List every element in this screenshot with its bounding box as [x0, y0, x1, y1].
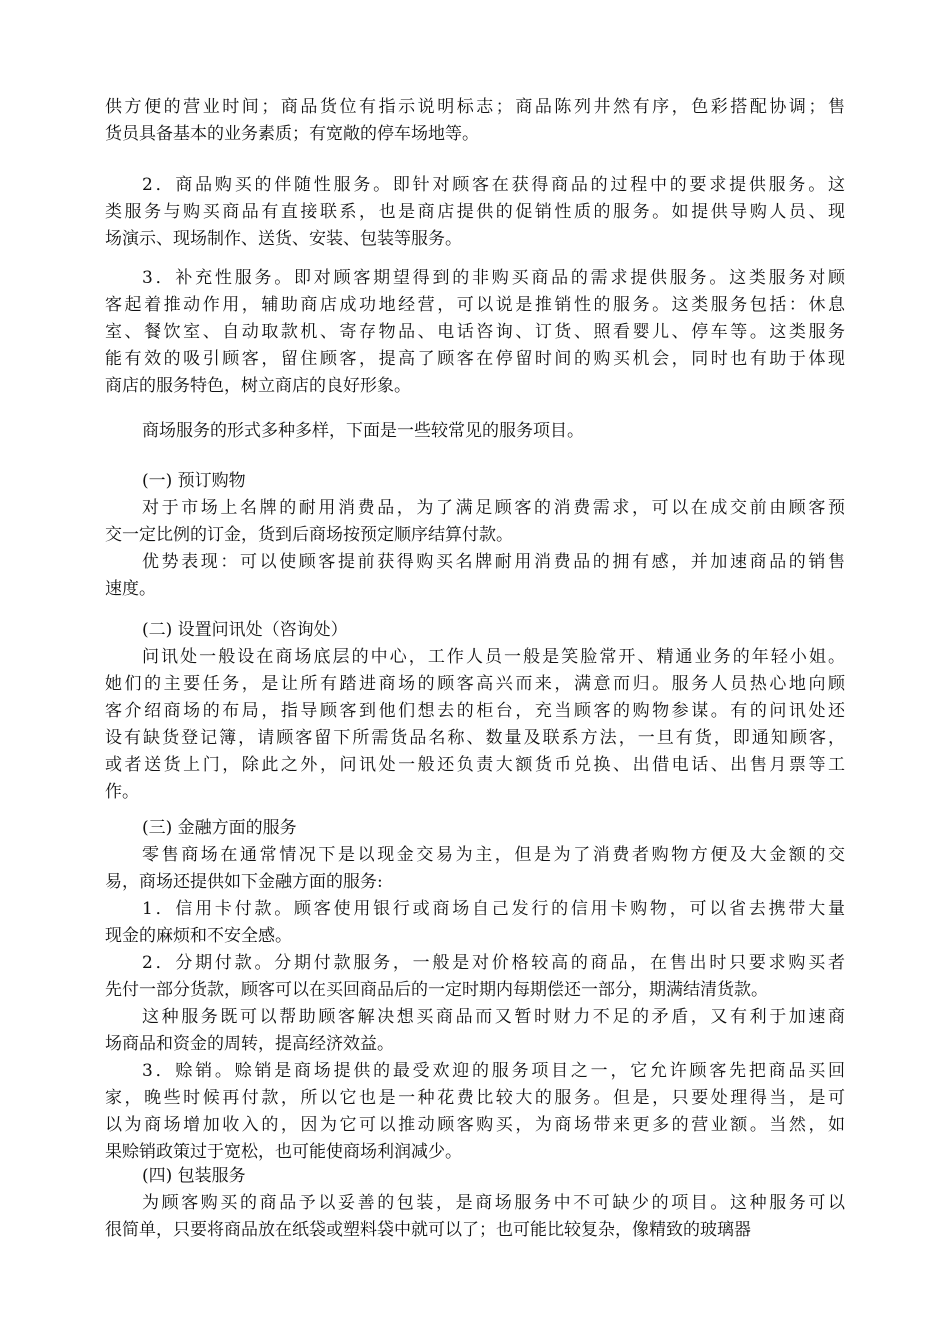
text-line: (一) 预订购物 — [142, 471, 246, 491]
text-line: 交一定比例的订金，货到后商场按预定顺序结算付款。 — [105, 525, 513, 545]
text-line: 作。 — [105, 782, 139, 802]
text-line: 客介绍商场的布局，指导顾客到他们想去的柜台，充当顾客的购物参谋。有的问讯处还 — [105, 701, 845, 721]
text-line: (四) 包装服务 — [142, 1166, 246, 1186]
paragraph-p1 — [105, 172, 845, 253]
text-line: 零售商场在通常情况下是以现金交易为主，但是为了消费者购物方便及大金额的交 — [142, 845, 845, 865]
text-line: 场演示、现场制作、送货、安装、包装等服务。 — [105, 229, 462, 249]
text-line: 现金的麻烦和不安全感。 — [105, 926, 292, 946]
text-line: (二) 设置问讯处（咨询处） — [142, 620, 348, 640]
paragraph-p2 — [105, 265, 845, 400]
text-line: 速度。 — [105, 579, 156, 599]
paragraph-p6 — [105, 815, 845, 1166]
text-line: 先付一部分货款，顾客可以在买回商品后的一定时期内每期偿还一部分，期满结清货款。 — [105, 980, 768, 1000]
text-line: 供方便的营业时间；商品货位有指示说明标志；商品陈列井然有序，色彩搭配协调；售 — [105, 97, 845, 117]
text-line: 很简单，只要将商品放在纸袋或塑料袋中就可以了；也可能比较复杂，像精致的玻璃器 — [105, 1220, 751, 1240]
paragraph-p7 — [105, 1163, 845, 1244]
text-line: 或者送货上门，除此之外，问讯处一般还负责大额货币兑换、出借电话、出售月票等工 — [105, 755, 845, 775]
text-line: 室、餐饮室、自动取款机、寄存物品、电话咨询、订货、照看婴儿、停车等。这类服务 — [105, 322, 845, 342]
text-line: 商店的服务特色，树立商店的良好形象。 — [105, 376, 411, 396]
text-line: 对于市场上名牌的耐用消费品，为了满足顾客的消费需求，可以在成交前由顾客预 — [142, 498, 845, 518]
text-line: 场商品和资金的周转，提高经济效益。 — [105, 1034, 394, 1054]
text-line: 问讯处一般设在商场底层的中心，工作人员一般是笑脸常开、精通业务的年轻小姐。 — [142, 647, 845, 667]
text-line: 3．补充性服务。即对顾客期望得到的非购买商品的需求提供服务。这类服务对顾 — [142, 268, 845, 288]
text-line: 类服务与购买商品有直接联系，也是商店提供的促销性质的服务。如提供导购人员、现 — [105, 202, 845, 222]
text-line: 货员具备基本的业务素质；有宽敞的停车场地等。 — [105, 124, 479, 144]
text-line: 3．赊销。赊销是商场提供的最受欢迎的服务项目之一，它允许顾客先把商品买回 — [142, 1061, 845, 1081]
paragraph-p0 — [105, 94, 845, 148]
text-line: 这种服务既可以帮助顾客解决想买商品而又暂时财力不足的矛盾，又有利于加速商 — [142, 1007, 845, 1027]
text-line: 商场服务的形式多种多样，下面是一些较常见的服务项目。 — [142, 421, 584, 441]
text-line: 家，晚些时候再付款，所以它也是一种花费比较大的服务。但是，只要处理得当，是可 — [105, 1088, 845, 1108]
paragraph-p4 — [105, 468, 845, 603]
text-line: 1．信用卡付款。顾客使用银行或商场自己发行的信用卡购物，可以省去携带大量 — [142, 899, 845, 919]
text-line: 客起着推动作用，辅助商店成功地经营，可以说是推销性的服务。这类服务包括：休息 — [105, 295, 845, 315]
text-line: 她们的主要任务，是让所有踏进商场的顾客高兴而来，满意而归。服务人员热心地向顾 — [105, 674, 845, 694]
text-line: 优势表现：可以使顾客提前获得购买名牌耐用消费品的拥有感，并加速商品的销售 — [142, 552, 845, 572]
text-line: 为顾客购买的商品予以妥善的包装，是商场服务中不可缺少的项目。这种服务可以 — [142, 1193, 845, 1213]
text-line: 果赊销政策过于宽松，也可能使商场利润减少。 — [105, 1142, 462, 1162]
text-line: 易，商场还提供如下金融方面的服务: — [105, 872, 383, 892]
text-line: 2．商品购买的伴随性服务。即针对顾客在获得商品的过程中的要求提供服务。这 — [142, 175, 845, 195]
text-line: 2．分期付款。分期付款服务，一般是对价格较高的商品，在售出时只要求购买者 — [142, 953, 845, 973]
text-line: 以为商场增加收入的，因为它可以推动顾客购买，为商场带来更多的营业额。当然，如 — [105, 1115, 845, 1135]
paragraph-p5 — [105, 617, 845, 806]
text-line: 能有效的吸引顾客，留住顾客，提高了顾客在停留时间的购买机会，同时也有助于体现 — [105, 349, 845, 369]
text-line: 设有缺货登记簿，请顾客留下所需货品名称、数量及联系方法，一旦有货，即通知顾客， — [105, 728, 845, 748]
text-line: (三) 金融方面的服务 — [142, 818, 297, 838]
paragraph-p3 — [105, 418, 845, 445]
